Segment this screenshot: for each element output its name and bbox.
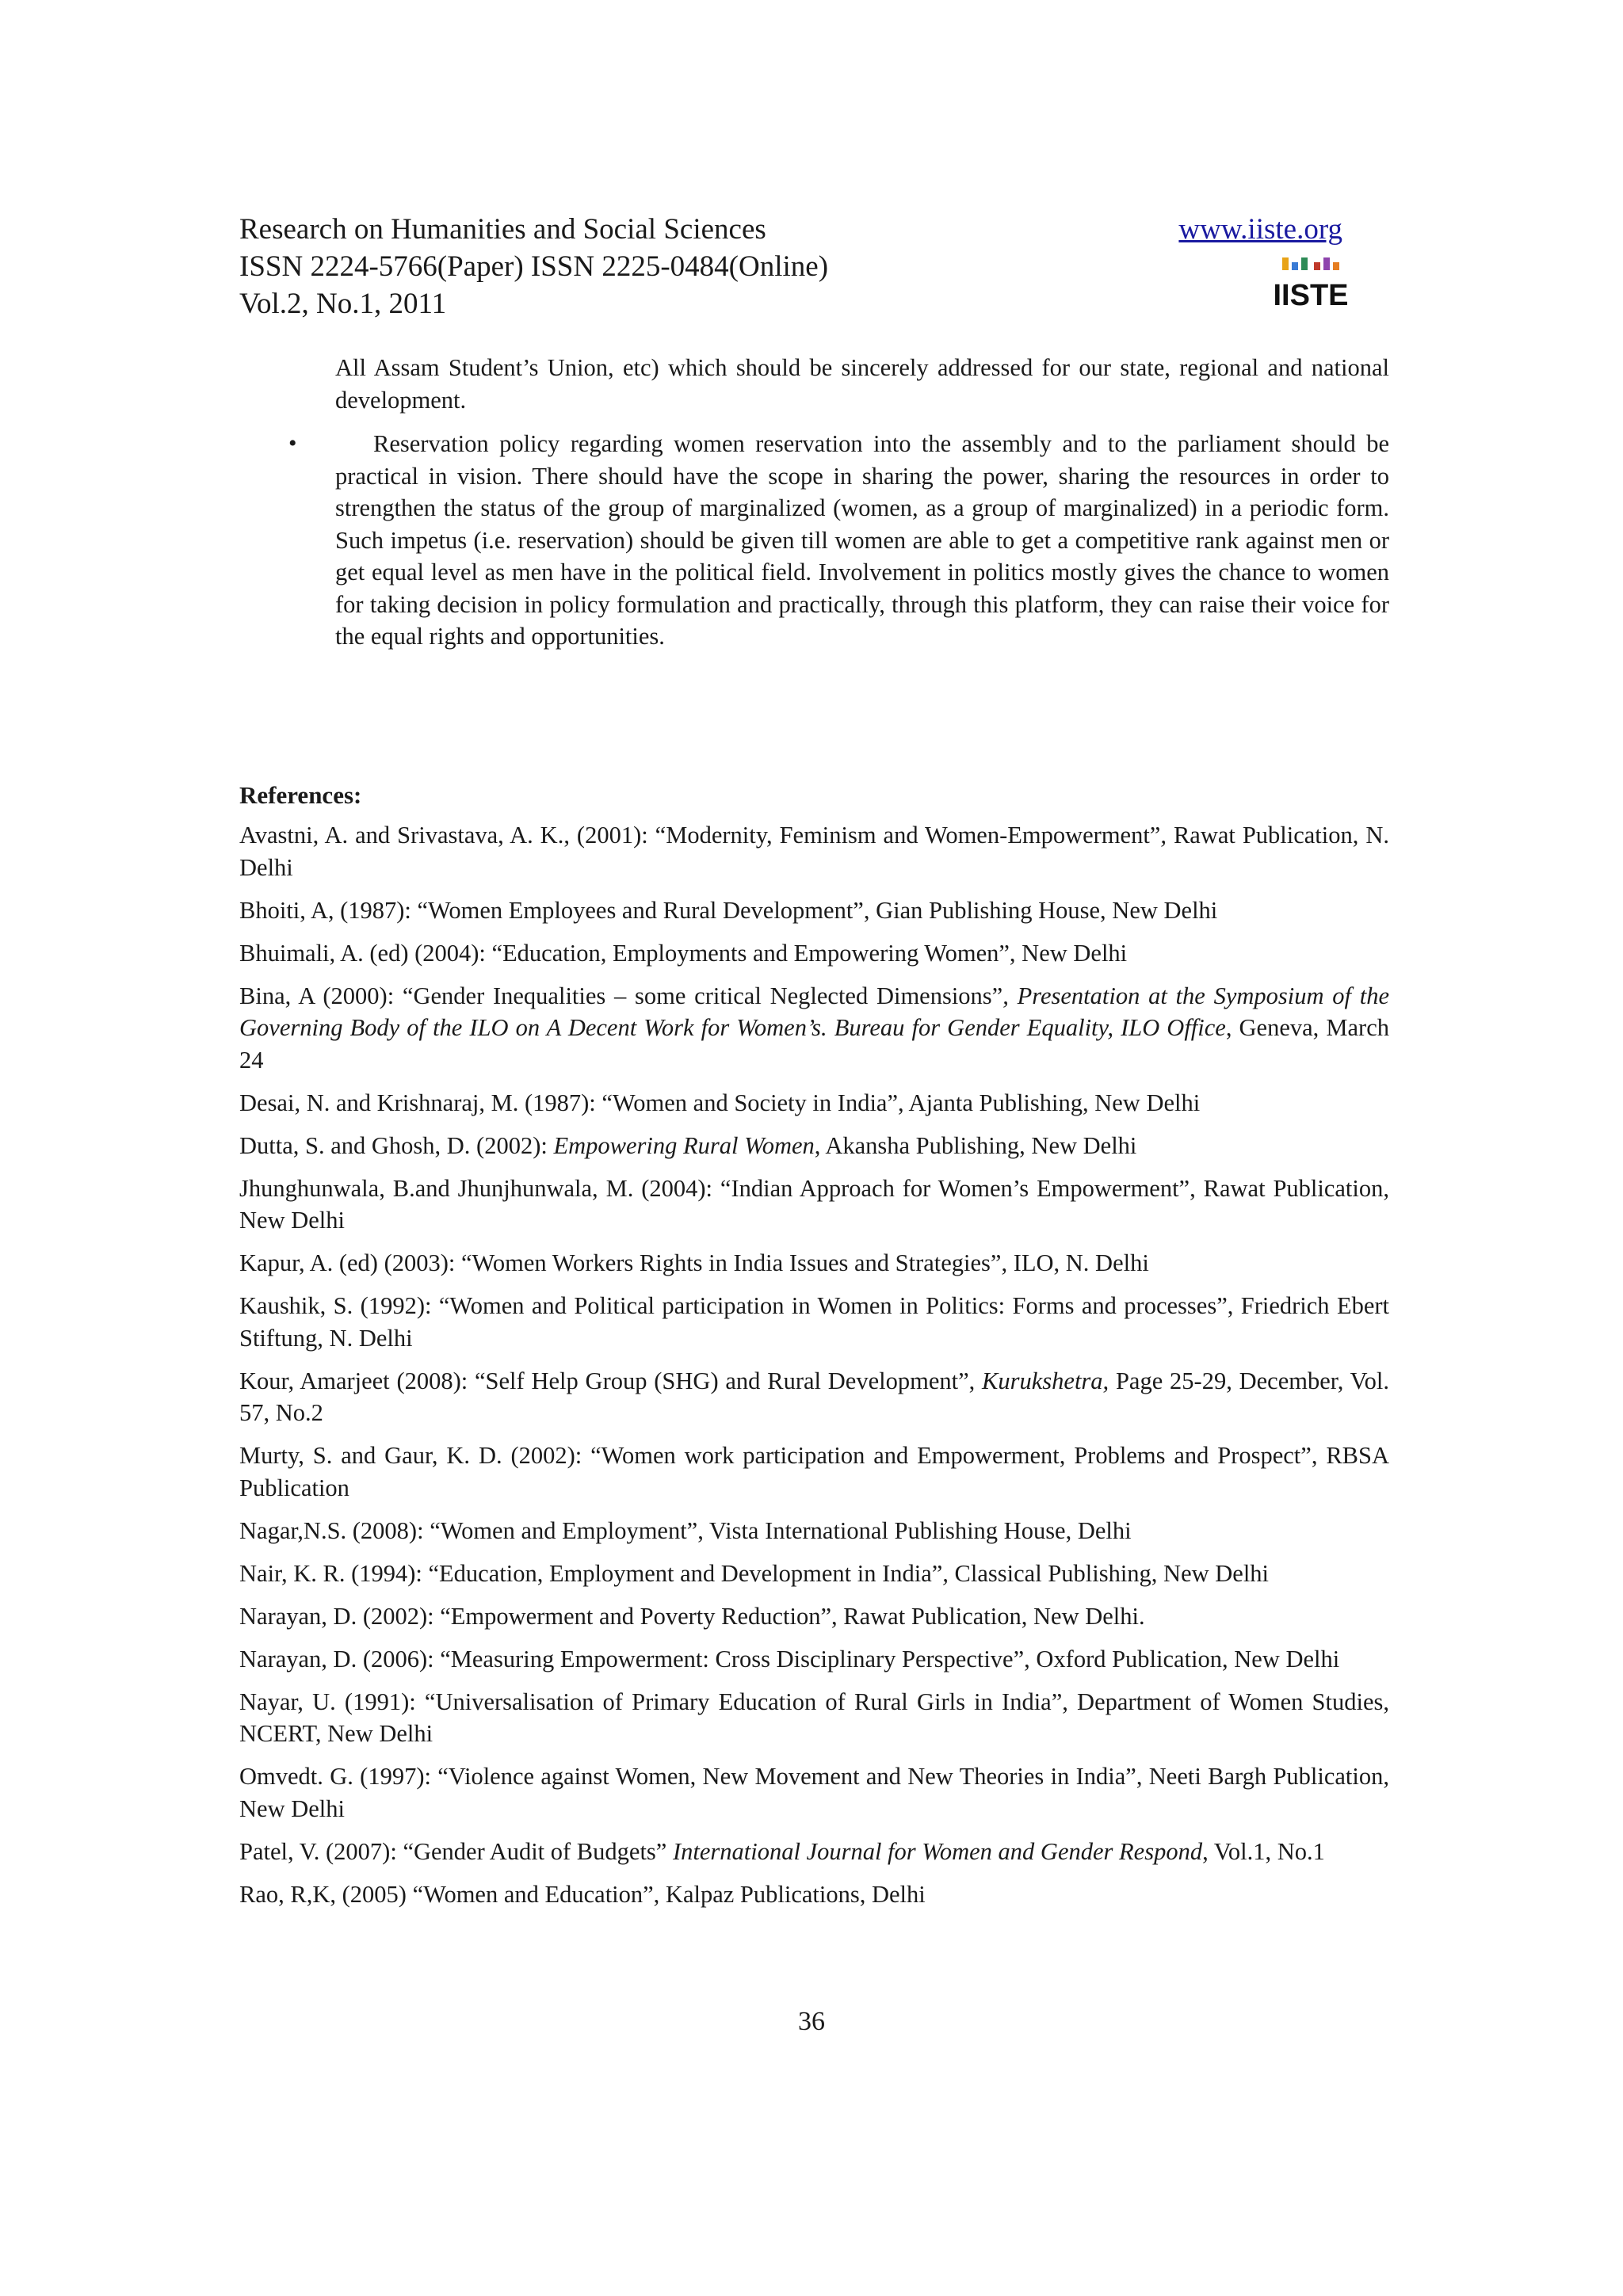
reference-text: Nayar, U. (1991): “Universalisation of Primary Education of Rural Girls in India”, Department of Women Studies, NCERT, New Delhi <box>239 1688 1389 1747</box>
logo-bar-3 <box>1301 257 1308 270</box>
reference-text: Bhoiti, A, (1987): “Women Employees and Rural Development”, Gian Publishing House, New Delhi <box>239 896 1218 924</box>
reference-text: Kaushik, S. (1992): “Women and Political participation in Women in Politics: Forms and processes”, Friedrich Ebert Stiftung, N. Delhi <box>239 1292 1389 1352</box>
reference-item <box>239 937 1389 970</box>
reference-item <box>239 1600 1389 1633</box>
reference-item <box>239 1365 1389 1429</box>
reference-text: Bhuimali, A. (ed) (2004): “Education, Employments and Empowering Women”, New Delhi <box>239 939 1128 967</box>
reference-item <box>239 1836 1389 1868</box>
journal-header <box>239 211 1349 322</box>
reference-text: Nagar,N.S. (2008): “Women and Employment”, Vista International Publishing House, Delhi <box>239 1516 1132 1544</box>
reference-text-tail: Classical Publishing, New Delhi <box>948 1559 1270 1587</box>
reference-item <box>239 1173 1389 1237</box>
reference-italic-text: International Journal for Women and Gender Respond <box>672 1837 1203 1865</box>
reference-text: Desai, N. and Krishnaraj, M. (1987): “Women and Society in India”, Ajanta Publishing, New Delhi <box>239 1089 1201 1116</box>
reference-text: Dutta, S. and Ghosh, D. (2002): <box>239 1131 554 1159</box>
bullet-paragraph: Reservation policy regarding women reservation into the assembly and to the parliament should be practical in vision. There should have the scope in sharing the power, sharing the resources in order to strengthen the status of the group of marginalized (women, as a group of marginalized) in a periodic form. Such impetus (i.e. reservation) should be given till women are able to get a competitive rank against men or get equal level as men have in the political field. Involvement in politics mostly gives the chance to women for taking decision in policy formulation and practically, through this platform, they can raise their voice for the equal rights and opportunities. <box>335 430 1389 650</box>
reference-text: Patel, V. (2007): “Gender Audit of Budgets” <box>239 1837 673 1865</box>
reference-item <box>239 1440 1389 1504</box>
reference-italic-text: Empowering Rural Women <box>553 1131 815 1159</box>
reference-item <box>239 1290 1389 1354</box>
reference-text-tail: Rawat Publication, N. Delhi <box>239 822 1389 881</box>
reference-text: Narayan, D. (2002): “Empowerment and Poverty Reduction”, Rawat Publication, New Delhi. <box>239 1602 1145 1630</box>
reference-item <box>239 980 1389 1077</box>
reference-text: Bina, A (2000): “Gender Inequalities – some critical Neglected Dimensions” <box>239 982 1003 1009</box>
reference-text-tail: , Vol.1, No.1 <box>1202 1837 1325 1865</box>
reference-text-tail: Page 25-29, December, Vol. 57, No.2 <box>239 1367 1389 1426</box>
reference-item <box>239 1878 1389 1911</box>
logo-bar-1 <box>1282 257 1289 270</box>
reference-text: Jhunghunwala, B.and Jhunjhunwala, M. (2004): “Indian Approach for Women’s Empowerment”, Rawat Publication, New Delhi <box>239 1174 1389 1234</box>
reference-item <box>239 1686 1389 1750</box>
reference-text: Avastni, A. and Srivastava, A. K., (2001): “Modernity, Feminism and Women-Empowerment” <box>239 822 1161 849</box>
logo-bar-6 <box>1333 262 1339 270</box>
reference-item <box>239 894 1389 927</box>
references-list <box>239 819 1389 1921</box>
reference-italic-text: , <box>942 1559 949 1587</box>
logo-bar-2 <box>1292 262 1298 270</box>
reference-italic-text: , <box>1160 822 1167 849</box>
reference-item <box>239 819 1389 883</box>
reference-item <box>239 1087 1389 1119</box>
reference-item <box>239 1643 1389 1676</box>
bullet-marker: • <box>288 430 297 456</box>
reference-item <box>239 1558 1389 1590</box>
references-heading: References: <box>239 781 362 809</box>
reference-text-tail: , Akansha Publishing, New Delhi <box>814 1131 1137 1159</box>
journal-issn: ISSN 2224-5766(Paper) ISSN 2225-0484(Online) <box>239 250 829 283</box>
reference-text: Kour, Amarjeet (2008): “Self Help Group (SHG) and Rural Development”, <box>239 1367 983 1394</box>
logo-text: IISTE <box>1273 279 1349 312</box>
reference-text: Kapur, A. (ed) (2003): “Women Workers Rights in India Issues and Strategies”, ILO, N. Delhi <box>239 1249 1149 1276</box>
reference-text: Rao, R,K, (2005) “Women and Education”, Kalpaz Publications, Delhi <box>239 1880 926 1908</box>
reference-text: Narayan, D. (2006): “Measuring Empowerment: Cross Disciplinary Perspective”, Oxford Publication, New Delhi <box>239 1645 1340 1672</box>
reference-text: Nair, K. R. (1994): “Education, Employment and Development in India” <box>239 1559 943 1587</box>
journal-volume: Vol.2, No.1, 2011 <box>239 288 447 320</box>
reference-italic-text: , Presentation at the Symposium of the Governing Body of the ILO on A Decent Work for Women’s. Bureau for Gender Equality, ILO Office <box>239 982 1389 1041</box>
reference-text: Murty, S. and Gaur, K. D. (2002): “Women work participation and Empowerment, Problems and Prospect”, RBSA Publication <box>239 1442 1389 1501</box>
reference-italic-text: Kurukshetra, <box>982 1367 1109 1394</box>
reference-item <box>239 1130 1389 1162</box>
iiste-logo <box>1273 254 1349 312</box>
logo-bar-5 <box>1323 257 1330 270</box>
reference-item <box>239 1247 1389 1280</box>
continuation-paragraph: All Assam Student’s Union, etc) which should be sincerely addressed for our state, regional and national development. <box>335 354 1389 414</box>
reference-text-tail: , Geneva, March 24 <box>239 1014 1389 1074</box>
reference-item <box>239 1760 1389 1825</box>
journal-title: Research on Humanities and Social Sciences <box>239 213 766 246</box>
page-number: 36 <box>798 2007 825 2036</box>
logo-bar-4 <box>1314 262 1320 270</box>
reference-item <box>239 1515 1389 1547</box>
reference-text: Omvedt. G. (1997): “Violence against Women, New Movement and New Theories in India”, Neeti Bargh Publication, New Delhi <box>239 1763 1389 1822</box>
journal-url-link[interactable]: www.iiste.org <box>1178 213 1342 246</box>
